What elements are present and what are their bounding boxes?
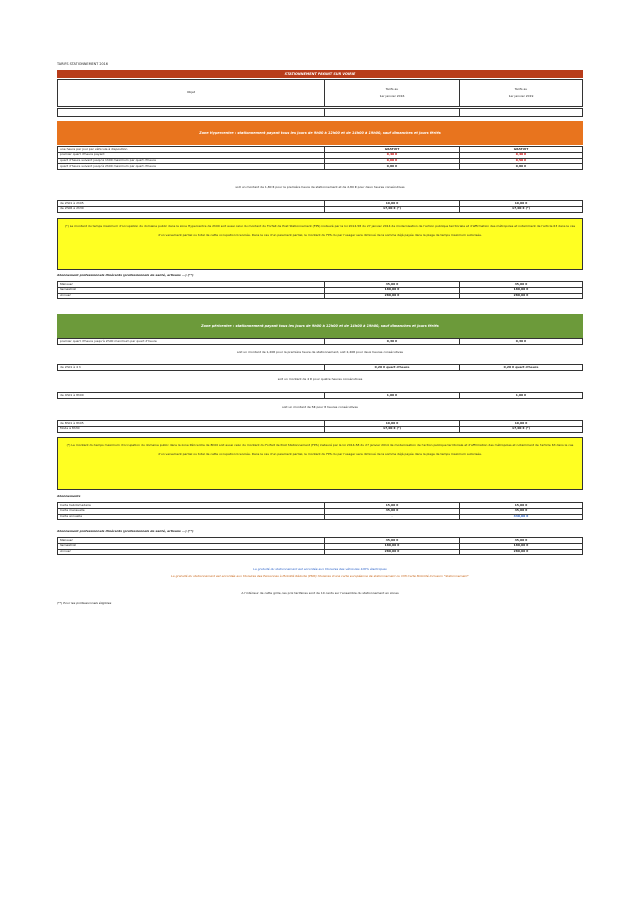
row-label: Annuel — [58, 549, 325, 555]
row-value-2019: 17,00 € (*) — [460, 426, 583, 432]
zone1-overtime-table — [57, 200, 583, 213]
table-row — [58, 293, 583, 299]
row-label: quart d'heure suivant jusqu'à 1h00 maximum par quart d'heure — [58, 158, 325, 164]
abonnement-pro-table-2 — [57, 537, 583, 555]
row-label: Mensuel — [58, 282, 325, 288]
row-label: Semestriel — [58, 287, 325, 293]
grid-price-note: A l'intérieur de cette grille, les prix tarifaires sont de 10 cents sur l'ensemble du stationnement en zones — [241, 591, 399, 595]
row-value-2016: 0,40 € — [325, 152, 460, 158]
table-row — [58, 393, 583, 399]
row-value-2019: 45,00 € — [460, 282, 583, 288]
abonnement-pro-title-2: Abonnement professionnels itinérants (professionnels de santé, artisans ...) (**) — [57, 529, 194, 533]
table-row — [58, 164, 583, 170]
row-value-2019: 0,80 € — [460, 164, 583, 170]
row-label: une heure par jour par véhicule à disposition — [58, 147, 325, 153]
row-label: de 2h01 à 4 h — [58, 365, 325, 371]
zone1-tariff-table — [57, 146, 583, 170]
professionals-footnote: (**) Pour les professionnels éligibles — [57, 601, 112, 605]
zone2-note-3: soit un montant de 5€ pour 8 heures consécutives — [282, 405, 358, 409]
row-value-2016: 10,00 € — [325, 421, 460, 427]
row-value-2016: 1,00 € — [325, 393, 460, 399]
row-label: Mensuel — [58, 538, 325, 544]
zone-pericentre-banner: Zone péricentre : stationnement payant tous les jours de 9h00 à 12h00 et de 14h00 à 19h00, sauf dimanches et jours fériés — [57, 314, 583, 338]
row-label: Annuel — [58, 293, 325, 299]
header-tariff-2016: Tarifs au 1er janvier 2016 — [325, 80, 460, 107]
row-label: de 4h01 à 8h00 — [58, 393, 325, 399]
table-row — [58, 206, 583, 212]
row-value-2019: 180,00 € — [460, 543, 583, 549]
row-value-2019: 45,00 € — [460, 508, 583, 514]
header-object: Objet — [58, 80, 325, 107]
row-value-2016: 45,00 € — [325, 282, 460, 288]
row-value-2019: 17,00 € (*) — [460, 206, 583, 212]
row-value-2019: 440,00 € — [460, 514, 583, 520]
row-label: premier quart d'heure payant — [58, 152, 325, 158]
zone2-first-table — [57, 338, 583, 345]
pmr-note: La gratuité du stationnement est accordée aux titulaires des Personnes à Mobilité Réduite (PMR) titulaires d'une carte européenne de stationnement ou CMI Carte Mobilité Inclusion "Stationnement" — [171, 574, 469, 578]
row-value-2016: 180,00 € — [325, 543, 460, 549]
zone2-second-table — [57, 364, 583, 371]
table-row — [58, 549, 583, 555]
abonnement-pro-table-1 — [57, 281, 583, 299]
row-value-2016: 280,00 € — [325, 549, 460, 555]
spacer-row — [57, 108, 583, 117]
row-value-2019: 15,00 € — [460, 503, 583, 509]
zone1-fps-note: (*) Le montant du temps maximum d'occupation du domaine public dans la zone Hypercentre de 2h00 soit aussi celui du montant du Forfait de Post Stationnement (FPS) instauré par la loi 2014-58 du 27 janvier 2014 de modernisation de l'action publique territoriale et d'affirmation des métropoles et notamment de l'article 63 dans le cas d'un versement partiel ou total de cette occupation licenciée. Dans le cas d'un paiement partiel, le montant du FPS du par l'usager sera diminué de la somme déjà payée dans la plage de temps maximum autorisée. — [57, 218, 583, 270]
table-row — [58, 365, 583, 371]
row-value-2016: 180,00 € — [325, 287, 460, 293]
row-label: Carte annuelle — [58, 514, 325, 520]
row-value-2016: 280,00 € — [325, 293, 460, 299]
row-value-2016: 45,00 € — [325, 538, 460, 544]
row-value-2019: 0,40 € — [460, 152, 583, 158]
row-label: de 8h01 à 8h05 — [58, 421, 325, 427]
electric-vehicle-note: La gratuité du stationnement est accordée aux titulaires des véhicules 100% électriques — [253, 567, 387, 571]
header-table — [57, 79, 583, 107]
table-row — [58, 426, 583, 432]
row-value-2019: 0,50 € — [460, 158, 583, 164]
row-label: de 2h01 à 2h05 — [58, 201, 325, 207]
row-value-2019: 10,00 € — [460, 201, 583, 207]
row-value-2019: 180,00 € — [460, 287, 583, 293]
row-value-2016: 0,60 € — [325, 158, 460, 164]
zone2-overtime-table — [57, 420, 583, 433]
table-row — [58, 514, 583, 520]
header-tariff-2019: Tarifs au 1er janvier 2019 — [460, 80, 583, 107]
row-value-2016: 0,30 € — [325, 339, 460, 345]
zone2-fps-note: (*) Le montant du temps maximum d'occupation du domaine public dans la zone Péricentre de 8h00 soit aussi celui du montant du Forfait de Post Stationnement (FPS) instauré par la loi 2014-58 du 27 janvier 2014 de modernisation de l'action publique territoriale et d'affirmation des métropoles et notamment de l'article 63 dans le cas d'un versement partiel ou total de cette occupation licenciée. Dans le cas d'un paiement partiel, le montant du FPS du par l'usager sera diminué de la somme déjà payée dans la plage de temps maximum autorisée. — [57, 437, 583, 490]
document-title: TARIFS STATIONNEMENT 2016 — [57, 62, 108, 66]
row-label: premier quart d'heure jusqu'à 2h00 maximum par quart d'heure — [58, 339, 325, 345]
row-value-2016: 15,00 € — [325, 503, 460, 509]
row-value-2016: 10,00 € — [325, 201, 460, 207]
abonnements-table — [57, 502, 583, 520]
row-value-2019: 45,00 € — [460, 538, 583, 544]
row-value-2019: 1,00 € — [460, 393, 583, 399]
row-value-2019: 10,00 € — [460, 421, 583, 427]
zone2-third-table — [57, 392, 583, 399]
row-label: quart d'heure suivant jusqu'à 2h00 maximum par quart d'heure — [58, 164, 325, 170]
row-label: Carte hebdomadaire — [58, 503, 325, 509]
row-label: de 2h06 à 2h30 — [58, 206, 325, 212]
row-value-2019: 0,20 € quart d'heure — [460, 365, 583, 371]
zone2-note-2: soit un montant de 4 € pour quatre heures consécutives — [277, 377, 363, 381]
table-row — [58, 339, 583, 345]
row-value-2019: 280,00 € — [460, 549, 583, 555]
row-value-2019: GRATUIT — [460, 147, 583, 153]
main-banner: STATIONNEMENT PAYANT SUR VOIRIE — [57, 70, 583, 78]
row-value-2019: 280,00 € — [460, 293, 583, 299]
row-value-2016: GRATUIT — [325, 147, 460, 153]
row-label: Carte mensuelle — [58, 508, 325, 514]
row-value-2016: 17,00 € (*) — [325, 426, 460, 432]
row-label: Semestriel — [58, 543, 325, 549]
row-value-2016: 0,20 € quart d'heure — [325, 365, 460, 371]
row-label: Mode à 8h30 — [58, 426, 325, 432]
row-value-2016: - — [325, 514, 460, 520]
row-value-2019: 0,30 € — [460, 339, 583, 345]
zone2-note-1: soit un montant de 1,20€ pour la première heure de stationnement, soit 2,40€ pour deux heures consécutives — [237, 350, 403, 354]
abonnement-pro-title-1: Abonnement professionnels itinérants (professionnels de santé, artisans ...) (**) — [57, 273, 194, 277]
row-value-2016: 45,00 € — [325, 508, 460, 514]
zone1-hour-note: soit un montant de 1,80 € pour la première heure de stationnement et de 2,80 € pour deux heures consécutives — [235, 185, 405, 189]
row-value-2016: 0,80 € — [325, 164, 460, 170]
zone-hypercentre-banner: Zone Hypercentre : stationnement payant tous les jours de 9h00 à 12h00 et de 14h00 à 19h00, sauf dimanches et jours fériés — [57, 121, 583, 145]
abonnements-title: Abonnements — [57, 494, 81, 498]
row-value-2016: 17,00 € (*) — [325, 206, 460, 212]
